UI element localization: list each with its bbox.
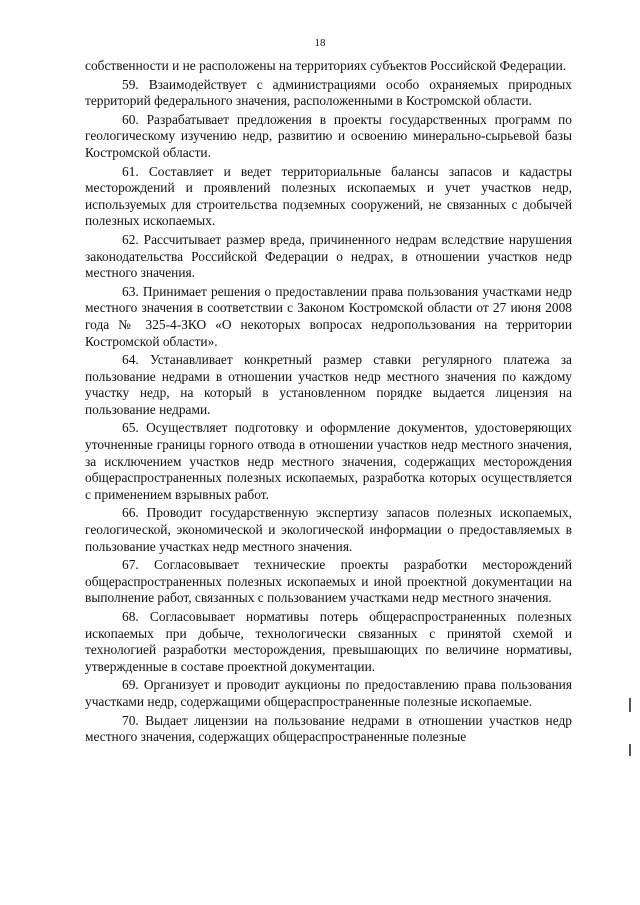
- paragraph-item-67: 67. Согласовывает технические проекты разработки месторождений общераспространенных полезных ископаемых и иной проектной документации на выполнение работ, связанных с пользованием участками недр местного значения.: [85, 557, 572, 606]
- paragraph-item-64: 64. Устанавливает конкретный размер ставки регулярного платежа за пользование недрами в отношении участков недр местного значения по каждому участку недр, на который в установленном порядке выдается лицензия на пользование недрами.: [85, 352, 572, 417]
- paragraph-item-70: 70. Выдает лицензии на пользование недрами в отношении участков недр местного значения, содержащих общераспространенные полезные: [85, 712, 572, 745]
- paragraph-item-69: 69. Организует и проводит аукционы по предоставлению права пользования участками недр, содержащими общераспространенные полезные ископаемые.: [85, 677, 572, 709]
- paragraph-item-66: 66. Проводит государственную экспертизу запасов полезных ископаемых, геологической, экономической и экологической информации о предоставляемых в пользование участках недр местного значения.: [85, 505, 572, 554]
- page-number: 18: [314, 37, 326, 49]
- paragraph-item-63: 63. Принимает решения о предоставлении права пользования участками недр местного значения в соответствии с Законом Костромской области от 27 июня 2008 года № 325-4-ЗКО «О некоторых вопросах недропользования на территории Костромской области».: [85, 283, 572, 349]
- paragraph-item-65: 65. Осуществляет подготовку и оформление документов, удостоверяющих уточненные границы горного отвода в отношении участков недр местного значения, за исключением участков недр местного значения, содержащих месторождения общераспространенных полезных ископаемых, разработка которых осуществляется с применением взрывных работ.: [85, 420, 572, 502]
- paragraph-item-68: 68. Согласовывает нормативы потерь общераспространенных полезных ископаемых при добыче, технологически связанных с принятой схемой и технологией разработки месторождения, превышающих по величине нормативы, утвержденные в составе проектной документации.: [85, 609, 572, 674]
- paragraph-item-62: 62. Рассчитывает размер вреда, причиненного недрам вследствие нарушения законодательства Российской Федерации о недрах, в отношении участков недр местного значения.: [85, 231, 572, 281]
- paragraph-item-60: 60. Разрабатывает предложения в проекты государственных программ по геологическому изучению недр, развитию и освоению минерально-сырьевой базы Костромской области.: [85, 111, 572, 160]
- scan-edge-mark: [629, 744, 631, 756]
- paragraph-item-59: 59. Взаимодействует с администрациями особо охраняемых природных территорий федерального значения, расположенными в Костромской области.: [85, 76, 572, 109]
- document-body: [85, 58, 572, 748]
- paragraph-item-61: 61. Составляет и ведет территориальные балансы запасов и кадастры месторождений и проявлений полезных ископаемых и учет участков недр, используемых для строительства подземных сооружений, не связанных с добычей полезных ископаемых.: [85, 163, 572, 229]
- paragraph-continuation: собственности и не расположены на территориях субъектов Российской Федерации.: [85, 58, 567, 73]
- scan-edge-mark: [629, 698, 631, 712]
